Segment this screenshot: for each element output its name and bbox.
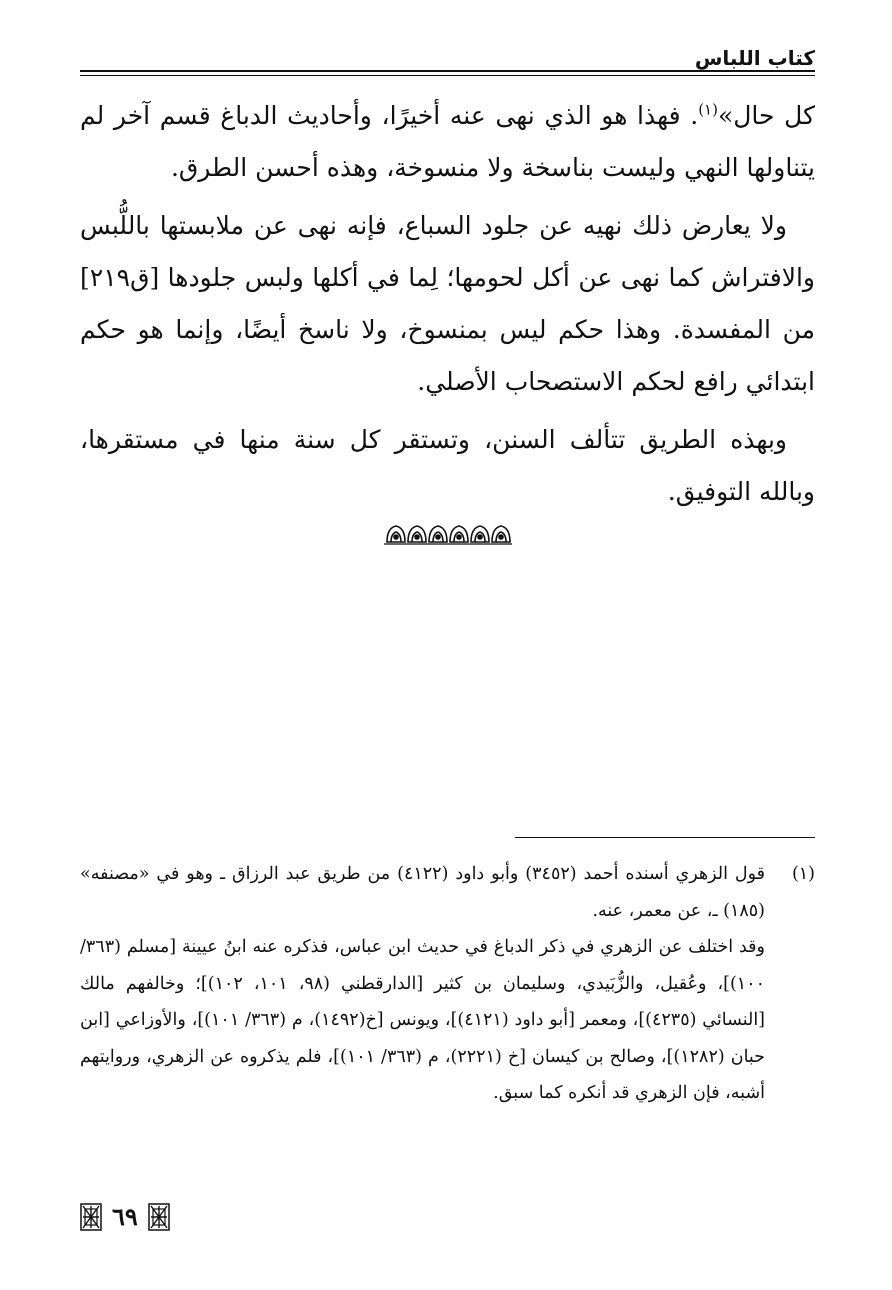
page-number: ٦٩ (112, 1202, 138, 1231)
footnote-number: (١) (791, 864, 815, 884)
footnote-paragraph-1: قول الزهري أسنده أحمد (٣٤٥٢) وأبو داود (٤١٢٢) من طريق عبد الرزاق ـ وهو في «مصنفه» (١٨٥) ـ، عن معمر، عنه. (80, 864, 765, 921)
paragraph-1-rest: . فهذا هو الذي نهى عنه أخيرًا، وأحاديث الدباغ قسم آخر لم يتناولها النهي وليست بناسخة ولا منسوخة، وهذه أحسن الطرق. (80, 101, 815, 182)
paragraph-1-start: كل حال» (717, 101, 815, 130)
ornament-block-left-icon (80, 1203, 102, 1231)
floral-ornament-icon (383, 522, 513, 546)
paragraph-1 (80, 90, 815, 194)
main-text (80, 90, 815, 524)
paragraph-3: وبهذه الطريق تتألف السنن، وتستقر كل سنة منها في مستقرها، وبالله التوفيق. (80, 425, 815, 506)
page-footer (80, 1200, 170, 1234)
header-double-rule (80, 70, 815, 76)
footnote-block (80, 856, 815, 1112)
footnote-body (80, 856, 765, 1112)
section-end-ornament (80, 522, 815, 550)
book-page (80, 30, 815, 1270)
footnote-reference[interactable]: (١) (698, 100, 718, 119)
paragraph-2: ولا يعارض ذلك نهيه عن جلود السباع، فإنه نهى عن ملابستها باللُّبس والافتراش كما نهى عن أكل لحومها؛ لِما في أكلها ولبس جلودها [ق٢١٩] من المفسدة. وهذا حكم ليس بمنسوخ، ولا ناسخ أيضًا، وإنما هو حكم ابتدائي رافع لحكم الاستصحاب الأصلي. (80, 211, 815, 396)
ornament-block-right-icon (148, 1203, 170, 1231)
running-header: كتاب اللباس (694, 46, 815, 70)
footnote-paragraph-2: وقد اختلف عن الزهري في ذكر الدباغ في حديث ابن عباس، فذكره عنه ابنُ عيينة [مسلم (٣٦٣/ ١٠٠)]، وعُقيل، والزُّبَيدي، وسليمان بن كثير [الدارقطني (٩٨، ١٠١، ١٠٢)]؛ وخالفهم مالك [النسائي (٤٢٣٥)]، ومعمر [أبو داود (٤١٢١)]، ويونس [خ(١٤٩٢)، م (٣٦٣/ ١٠١)]، والأوزاعي [ابن حبان (١٢٨٢)]، وصالح بن كيسان [خ (٢٢٢١)، م (٣٦٣/ ١٠١)]، فلم يذكروه عن الزهري، وروايتهم أشبه، فإن الزهري قد أنكره كما سبق. (80, 937, 766, 1103)
footnote-separator (515, 837, 815, 838)
